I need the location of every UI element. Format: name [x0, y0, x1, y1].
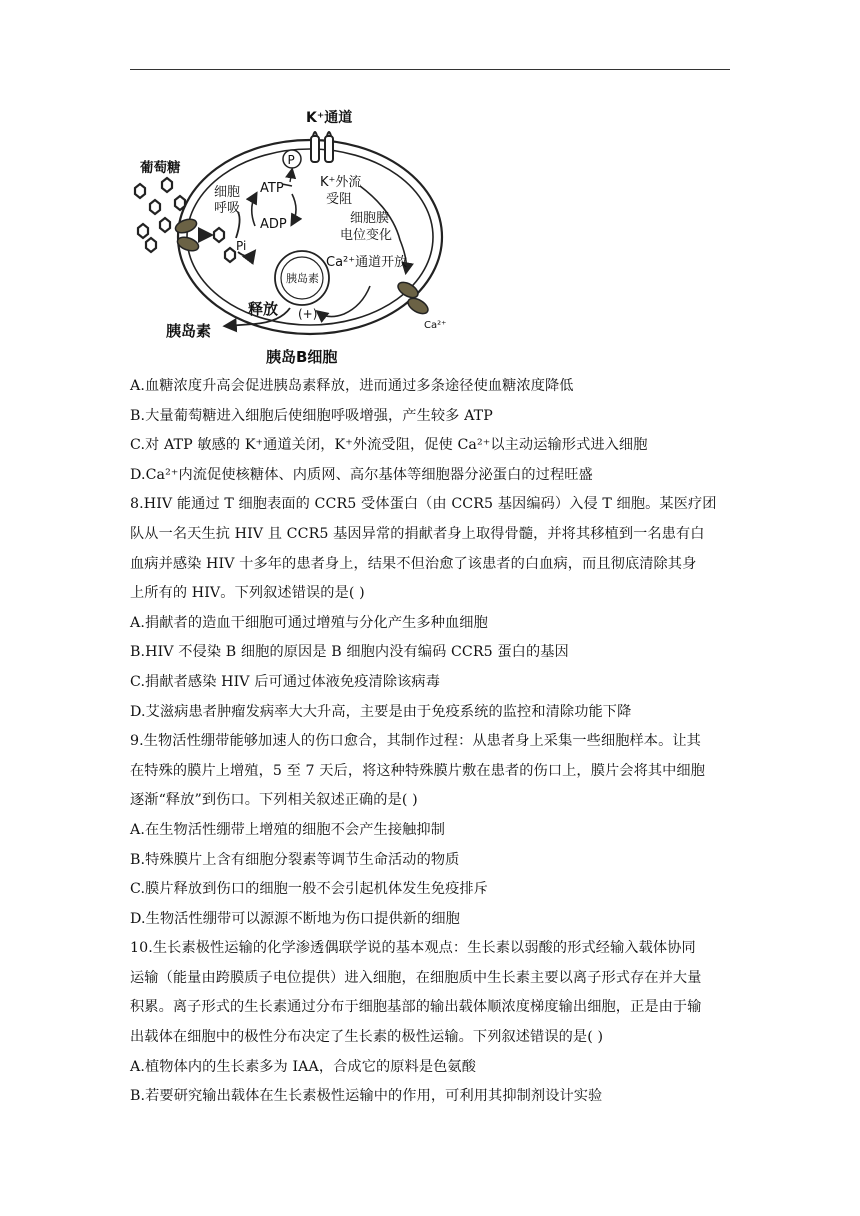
text-line: 血病并感染 HIV 十多年的患者身上，结果不但治愈了该患者的白血病，而且彻底清除其身: [130, 555, 697, 572]
k-channel-label: K⁺通道: [306, 110, 353, 126]
adp-label: ADP: [260, 217, 287, 232]
text-line: A.植物体内的生长素多为 IAA，合成它的原料是色氨酸: [130, 1058, 477, 1075]
header-rule: [130, 69, 730, 70]
text-line: B.特殊膜片上含有细胞分裂素等调节生命活动的物质: [130, 851, 460, 868]
cell-label: 胰岛B细胞: [266, 348, 338, 366]
text-line: 出载体在细胞中的极性分布决定了生长素的极性运输。下列叙述错误的是( ): [130, 1029, 604, 1046]
question-text: [130, 372, 730, 1112]
ca-channel-open-label: Ca²⁺通道开放: [326, 255, 408, 270]
glucose-label: 葡萄糖: [140, 160, 181, 176]
text-line: C.膜片释放到伤口的细胞一般不会引起机体发生免疫排斥: [130, 881, 488, 898]
text-line: D.生物活性绷带可以源源不断地为伤口提供新的细胞: [130, 910, 460, 927]
text-line: D.艾滋病患者肿瘤发病率大大升高，主要是由于免疫系统的监控和清除功能下降: [130, 703, 632, 720]
text-line: 10.生长素极性运输的化学渗透偶联学说的基本观点：生长素以弱酸的形式经输入载体协同: [130, 940, 696, 957]
plus-label: (+): [298, 307, 318, 321]
text-line: 队从一名天生抗 HIV 且 CCR5 基因异常的捐献者身上取得骨髓，并将其移植到一名患有白: [130, 525, 705, 542]
text-line: 积累。离子形式的生长素通过分布于细胞基部的输出载体顺浓度梯度输出细胞，正是由于输: [130, 999, 702, 1016]
membrane-change-label-1: 细胞膜: [350, 211, 390, 226]
phosphate-label: P: [287, 153, 295, 167]
text-line: A.在生物活性绷带上增殖的细胞不会产生接触抑制: [130, 821, 445, 838]
text-line: A.血糖浓度升高会促进胰岛素释放，进而通过多条途径使血糖浓度降低: [130, 378, 574, 394]
k-channel-icon: [311, 132, 333, 162]
text-line: B.HIV 不侵染 B 细胞的原因是 B 细胞内没有编码 CCR5 蛋白的基因: [130, 644, 569, 661]
text-line: 运输（能量由跨膜质子电位提供）进入细胞，在细胞质中生长素主要以离子形式存在并大量: [130, 969, 702, 986]
k-efflux-label-2: 受阻: [326, 192, 353, 207]
insulin-secretion-diagram: [130, 100, 460, 370]
k-efflux-label-1: K⁺外流: [320, 175, 362, 190]
text-line: 在特殊的膜片上增殖，5 至 7 天后，将这种特殊膜片敷在患者的伤口上，膜片会将其中细胞: [130, 762, 706, 779]
text-line: B.若要研究输出载体在生长素极性运输中的作用，可利用其抑制剂设计实验: [130, 1088, 603, 1105]
membrane-change-label-2: 电位变化: [340, 228, 393, 243]
text-line: A.捐献者的造血干细胞可通过增殖与分化产生多种血细胞: [130, 614, 488, 631]
release-label: 释放: [248, 300, 279, 318]
text-line: 8.HIV 能通过 T 细胞表面的 CCR5 受体蛋白（由 CCR5 基因编码）入侵 T 细胞。某医疗团: [130, 496, 717, 513]
respiration-label-1: 细胞: [214, 185, 241, 200]
text-line: 逐渐“释放”到伤口。下列相关叙述正确的是( ): [130, 792, 418, 809]
atp-label: ATP: [260, 181, 284, 196]
text-line: 上所有的 HIV。下列叙述错误的是( ): [130, 585, 365, 602]
cell-membrane-outer: [178, 140, 442, 334]
respiration-label-2: 呼吸: [214, 201, 241, 216]
insulin-label: 胰岛素: [166, 322, 212, 340]
pi-label: Pi: [236, 239, 247, 253]
ca-ion-label: Ca²⁺: [424, 320, 447, 331]
text-line: C.捐献者感染 HIV 后可通过体液免疫清除该病毒: [130, 673, 440, 690]
text-line: C.对 ATP 敏感的 K⁺通道关闭，K⁺外流受阻，促使 Ca²⁺以主动运输形式进入细胞: [130, 437, 648, 454]
text-line: D.Ca²⁺内流促使核糖体、内质网、高尔基体等细胞器分泌蛋白的过程旺盛: [130, 466, 593, 483]
insulin-vesicle-label: 胰岛素: [286, 272, 319, 285]
text-line: B.大量葡萄糖进入细胞后使细胞呼吸增强，产生较多 ATP: [130, 407, 493, 424]
text-line: 9.生物活性绷带能够加速人的伤口愈合，其制作过程：从患者身上采集一些细胞样本。让其: [130, 733, 701, 750]
